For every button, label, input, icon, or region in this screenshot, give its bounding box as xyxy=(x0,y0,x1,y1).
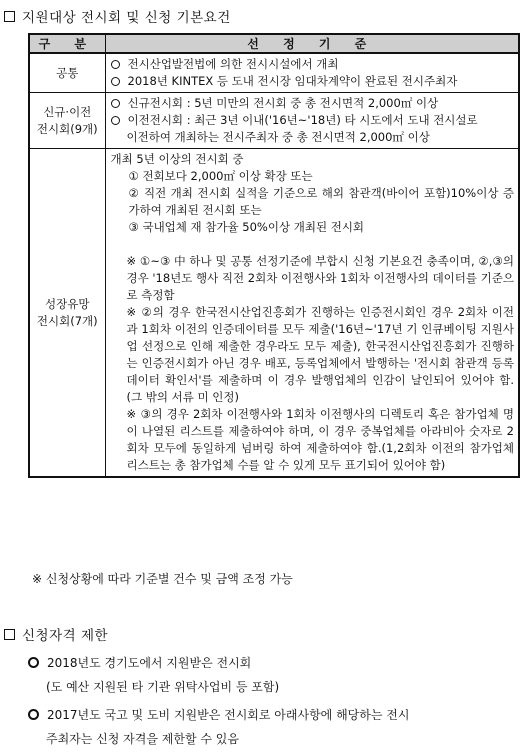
section-heading-support-target xyxy=(4,6,231,26)
adjustment-note: ※ 신청상황에 따라 기준별 건수 및 금액 조정 가능 xyxy=(32,572,293,586)
criteria-note: ※ ③의 경우 2회차 이전행사와 1회차 이전행사의 디렉토리 혹은 참가업체 명이 나열된 리스트를 제출하여야 하며, 이 경우 중복업체를 아라비아 숫자로 2회차 모두에 동일하게 넘버링 하여 제출하여야 함.(1,2회차 이전의 참가업체 리스트는 총 참가업체 수를 알 수 있게 모두 표기되어 있어야 함) xyxy=(126,407,514,472)
section-heading-eligibility xyxy=(4,624,108,644)
square-bullet-icon xyxy=(4,629,15,640)
criteria-cell: 신규전시회 : 5년 미만의 전시회 중 총 전시면적 2,000㎡ 이상 이전전시회 : 최근 3년 이내('16년~'18년) 타 시도에서 도내 전시설로 이전하여 개최하는 전시주최자 중 총 전시면적 2,000㎡ 이상 xyxy=(105,93,519,149)
list-item: 신규전시회 : 5년 미만의 전시회 중 총 전시면적 2,000㎡ 이상 xyxy=(111,95,515,112)
criteria-intro: 개최 5년 이상의 전시회 중 xyxy=(110,152,244,166)
category-cell: 성장유망 전시회(7개) xyxy=(29,149,105,478)
table-row-new-relocated xyxy=(29,93,519,149)
list-item: 2017년도 국고 및 도비 지원받은 전시회로 아래사항에 해당하는 전시 xyxy=(28,706,409,723)
list-item: 2018년도 경기도에서 지원받은 전시회 xyxy=(28,654,251,671)
list-item-detail: 주최자는 신청 자격을 제한할 수 있음 xyxy=(46,732,239,746)
circle-bullet-icon xyxy=(111,99,120,108)
circle-bullet-icon xyxy=(111,60,120,69)
list-item: 2018년 KINTEX 등 도내 전시장 임대차계약이 완료된 전시주최자 xyxy=(111,73,515,90)
list-item-detail: (도 예산 지원된 타 기관 위탁사업비 등 포함) xyxy=(46,680,280,694)
section-title: 신청자격 제한 xyxy=(22,628,109,644)
criteria-item: ① 전회보다 2,000㎡ 이상 확장 또는 xyxy=(128,169,313,183)
circle-bullet-icon xyxy=(111,116,120,125)
header-criteria: 선 정 기 준 xyxy=(105,34,519,53)
circle-bullet-icon xyxy=(111,77,120,86)
section-title: 지원대상 전시회 및 신청 기본요건 xyxy=(22,10,231,26)
table-row-growth-promising xyxy=(29,149,519,478)
category-cell: 공통 xyxy=(29,53,105,93)
criteria-note: ※ ②의 경우 한국전시산업진흥회가 진행하는 인증전시회인 경우 2회차 이전과 1회차 이전의 인증데이터를 모두 제출('16년~'17년 기 인큐베이팅 지원사업 선정으로 인해 제출한 경우라도 모두 제출), 한국전시산업진흥회가 진행하는 인증전시회가 아닌 경우 배포, 등록업체에서 발행하는 '전시회 참관객 등록데이터 확인서'를 제출하며 이 경우 발행업체의 인감이 날인되어 있어야 함.(그 밖의 서류 미 인정) xyxy=(126,305,514,404)
requirements-table xyxy=(28,33,520,478)
table-row-common xyxy=(29,53,519,93)
circle-bullet-icon xyxy=(28,709,39,720)
criteria-note: ※ ①~③ 中 하나 및 공통 선정기준에 부합시 신청 기본요건 충족이며, ②,③의 경우 '18년도 행사 직전 2회차 이전행사와 1회차 이전행사의 데이터를 기준으로 측정함 xyxy=(126,254,514,302)
criteria-cell xyxy=(105,149,519,478)
list-item: 전시산업발전법에 의한 전시시설에서 개최 xyxy=(111,56,515,73)
criteria-cell xyxy=(105,53,519,93)
category-cell: 신규·이전 전시회(9개) xyxy=(29,93,105,149)
criteria-item: ② 직전 개최 전시회 실적을 기준으로 해외 참관객(바이어 포함)10%이상 증가하여 개최된 전시회 또는 xyxy=(128,186,514,217)
table-header-row xyxy=(29,34,519,53)
list-item: 이전전시회 : 최근 3년 이내('16년~'18년) 타 시도에서 도내 전시설로 xyxy=(111,112,515,129)
circle-bullet-icon xyxy=(28,657,39,668)
square-bullet-icon xyxy=(4,11,15,22)
criteria-item: ③ 국내업체 재 참가율 50%이상 개최된 전시회 xyxy=(128,220,365,234)
header-category: 구 분 xyxy=(29,34,105,53)
